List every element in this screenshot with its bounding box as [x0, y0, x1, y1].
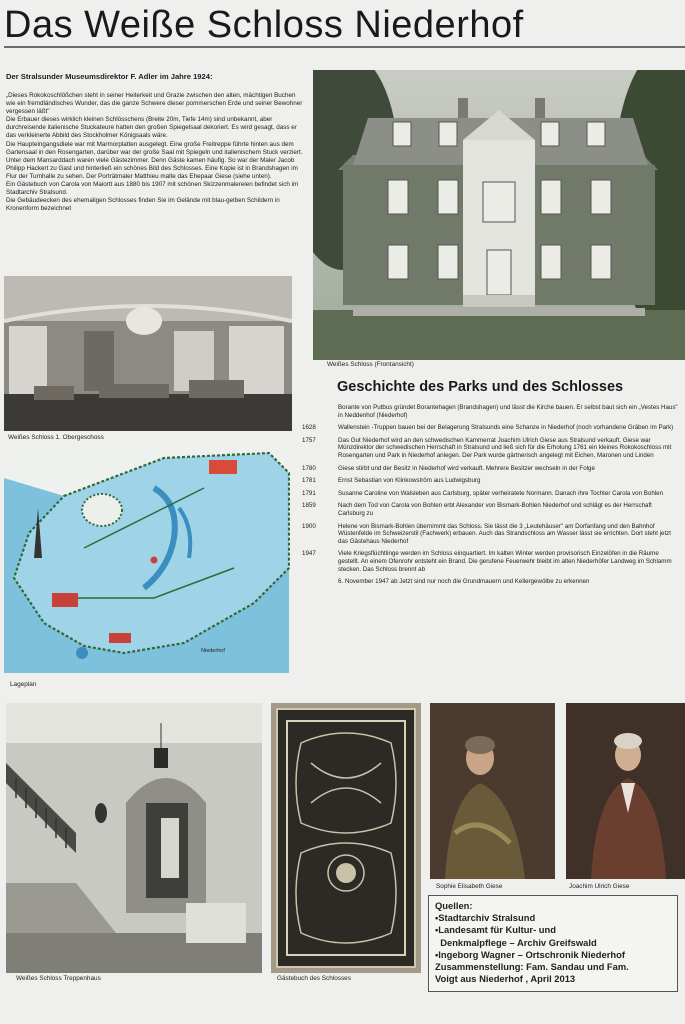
history-year: 1780 — [302, 464, 316, 472]
caption-portrait-1: Sophie Elisabeth Giese — [436, 883, 503, 890]
portrait-giese-joachim — [566, 703, 685, 879]
caption-portrait-2: Joachim Ulrich Giese — [569, 883, 630, 890]
history-title: Geschichte des Parks und des Schlosses — [337, 379, 624, 395]
history-year — [302, 404, 338, 419]
quote-paragraph: Die Gebäudeecken des ehemaligen Schlosses finden Sie im Gelände mit blau-gelben Schildern in Kronenform bezeichnet — [6, 197, 280, 213]
caption-guestbook: Gästebuch des Schlosses — [277, 975, 351, 982]
quote-paragraph: Die Haupteingangsdiele war mit Marmorplatten ausgelegt. Eine große Freitreppe führte hinten aus dem Gartensaal in den Rosengarten, darüber war der große Saal mit Spiegeln und italienischem Stuck verziert. — [6, 140, 303, 156]
caption-site-plan: Lageplan — [10, 681, 37, 688]
source-item: •Stadtarchiv Stralsund — [435, 912, 536, 924]
history-text: Borante von Putbus gründet Borantehagen (Brandshagen) und lässt die Kirche bauen. Er selbst baut sich ein „Vestes Haus" in Neddenhof (Niederhof) — [338, 404, 678, 419]
history-text: Viele Kriegsflüchtlinge werden im Schloss einquartiert. Im kalten Winter werden provisorisch Einzelöfen in die Räume gestellt. An einem Ofenrohr entsteht ein Brand. Die gerufene Feuerwehr bleibt im alten Niederhöfer Landweg im Schlamm stecken. Das Schloss brennt ab — [338, 550, 672, 573]
history-entry — [302, 404, 680, 419]
map-signature: Niederhof — [201, 648, 225, 654]
source-item: Voigt aus Niederhof , April 2013 — [435, 973, 576, 985]
history-entry — [302, 477, 680, 485]
history-entry — [302, 523, 680, 546]
history-text: Wallenstein -Truppen bauen bei der Belagerung Stralsunds eine Schanze in Niederhof (noch vorhandene Gräben im Park) — [338, 424, 674, 432]
history-year: 1947 — [302, 550, 316, 558]
source-item: •Ingeborg Wagner – Ortschronik Niederhof — [435, 948, 625, 960]
quote-paragraph: Die Erbauer dieses wirklich kleinen Schlösschens (Breite 20m, Tiefe 14m) sind unbekannt, aber durchreisende italienische Stuckateure hatten den großen Spiegelsaal dekoriert. Es wird gesagt, dass er das verkleinerte Abbild des Stockholmer Königsaals wäre. — [6, 116, 297, 140]
quote-paragraph: Ein Gästebuch von Carola von Maiortt aus 1880 bis 1907 mit schönen Skizzenmalereien befindet sich im Stadtarchiv Stralsund. — [6, 181, 299, 197]
quote-heading: Der Stralsunder Museumsdirektor F. Adler im Jahre 1924: — [6, 72, 213, 81]
history-year: 1781 — [302, 477, 316, 485]
history-entry — [302, 465, 680, 473]
history-list — [302, 404, 680, 591]
guestbook-photo — [271, 703, 421, 973]
stairwell-photo — [6, 703, 262, 973]
upper-floor-photo — [4, 276, 292, 431]
history-entry — [302, 490, 680, 498]
history-year: 1628 — [302, 424, 316, 432]
source-item: •Landesamt für Kultur- und — [435, 924, 556, 936]
history-text: Giese stirbt und der Besitz in Niederhof wird verkauft. Mehrere Besitzer wechseln in der Folge — [338, 464, 595, 472]
portrait-giese-sophie — [430, 703, 555, 879]
history-entry — [302, 437, 680, 460]
history-year: 1900 — [302, 522, 316, 530]
quote-paragraph: „Dieses Rokokoschlößchen steht in seiner Heiterkeit und Grazie zwischen den alten, mächtigen Buchen wie ein fremdländisches Wunder, das die ganze Schwere dieser pommerschen Erde und seiner Bewohner vergessen läßt" — [6, 92, 303, 116]
history-year: 1757 — [302, 436, 316, 444]
source-item: Zusammenstellung: Fam. Sandau und Fam. — [435, 961, 629, 973]
page-title: Das Weiße Schloss Niederhof — [4, 2, 685, 48]
history-text: Das Gut Niederhof wird an den schwedischen Kammerrat Joachim Ulrich Giese aus Stralsund verkauft. Giese war Münzdirektor der schwedischen Herrschaft in Stralsund und ließ sich für die Erholung 1761 ein kleines Rokokoschloss mit Rosengarten und Park in Niederhof anlegen. Der Park wurde gärtnerisch angelegt mit Eichen, Maronen und Linden — [338, 436, 672, 459]
history-entry — [302, 502, 680, 517]
history-entry — [302, 550, 680, 573]
history-year: 1859 — [302, 502, 316, 510]
history-text: Ernst Sebastian von Klinkowström aus Ludwigsburg — [338, 477, 481, 485]
history-text: 6. November 1947 ab Jetzt sind nur noch die Grundmauern und Kellergewölbe zu erkennen — [338, 578, 590, 586]
history-text: Nach dem Tod von Carola von Bohlen erbt Alexander von Bismark-Bohlen Niederhof und schlägt es der Herrschaft Carlsburg zu — [338, 502, 652, 517]
castle-front-photo — [313, 70, 685, 360]
quote-body — [6, 92, 306, 272]
caption-front: Weißes Schloss (Frontansicht) — [327, 361, 414, 368]
caption-stairwell: Weißes Schloss Treppenhaus — [16, 975, 101, 982]
source-item: Denkmalpflege – Archiv Greifswald — [435, 936, 597, 948]
history-year — [302, 578, 338, 586]
quote-paragraph: Unter dem Mansarddach waren viele Gästezimmer. Denn Gäste kamen häufig. So war der Maler Jacob Philipp Hackert zu Gast und hinterließ ein schönes Bild des Schlosses. Eine Kopie ist in Brandshagen im Flur der Turnhalle zu sehen. Der Porträtmaler Matthieu malte das Ehepaar Giese (siehe unten). — [6, 156, 298, 180]
history-year: 1791 — [302, 489, 316, 497]
history-text: Susanne Caroline von Walsleben aus Carlsburg, später verheiratete Normann. Danach ihre Tochter Carola von Bohlen — [338, 489, 664, 497]
sources-heading: Quellen: — [435, 900, 473, 911]
history-entry — [302, 424, 680, 432]
site-plan-map — [4, 448, 290, 673]
history-text: Helene von Bismark-Bohlen übernimmt das Schloss. Sie lässt die 3 „Leutehäuser" am Dorfanfang und den Bahnhof Wüstenfelde im Schweizerstil (Fachwerk) erbauen. Auch das Strandschloss am Wasser lässt sie errichten. Dort steht jetzt das Gästehaus Niederhof — [338, 522, 671, 545]
history-entry — [302, 578, 680, 586]
sources-box — [428, 895, 678, 992]
caption-upper-floor: Weißes Schloss 1. Obergeschoss — [8, 434, 104, 441]
